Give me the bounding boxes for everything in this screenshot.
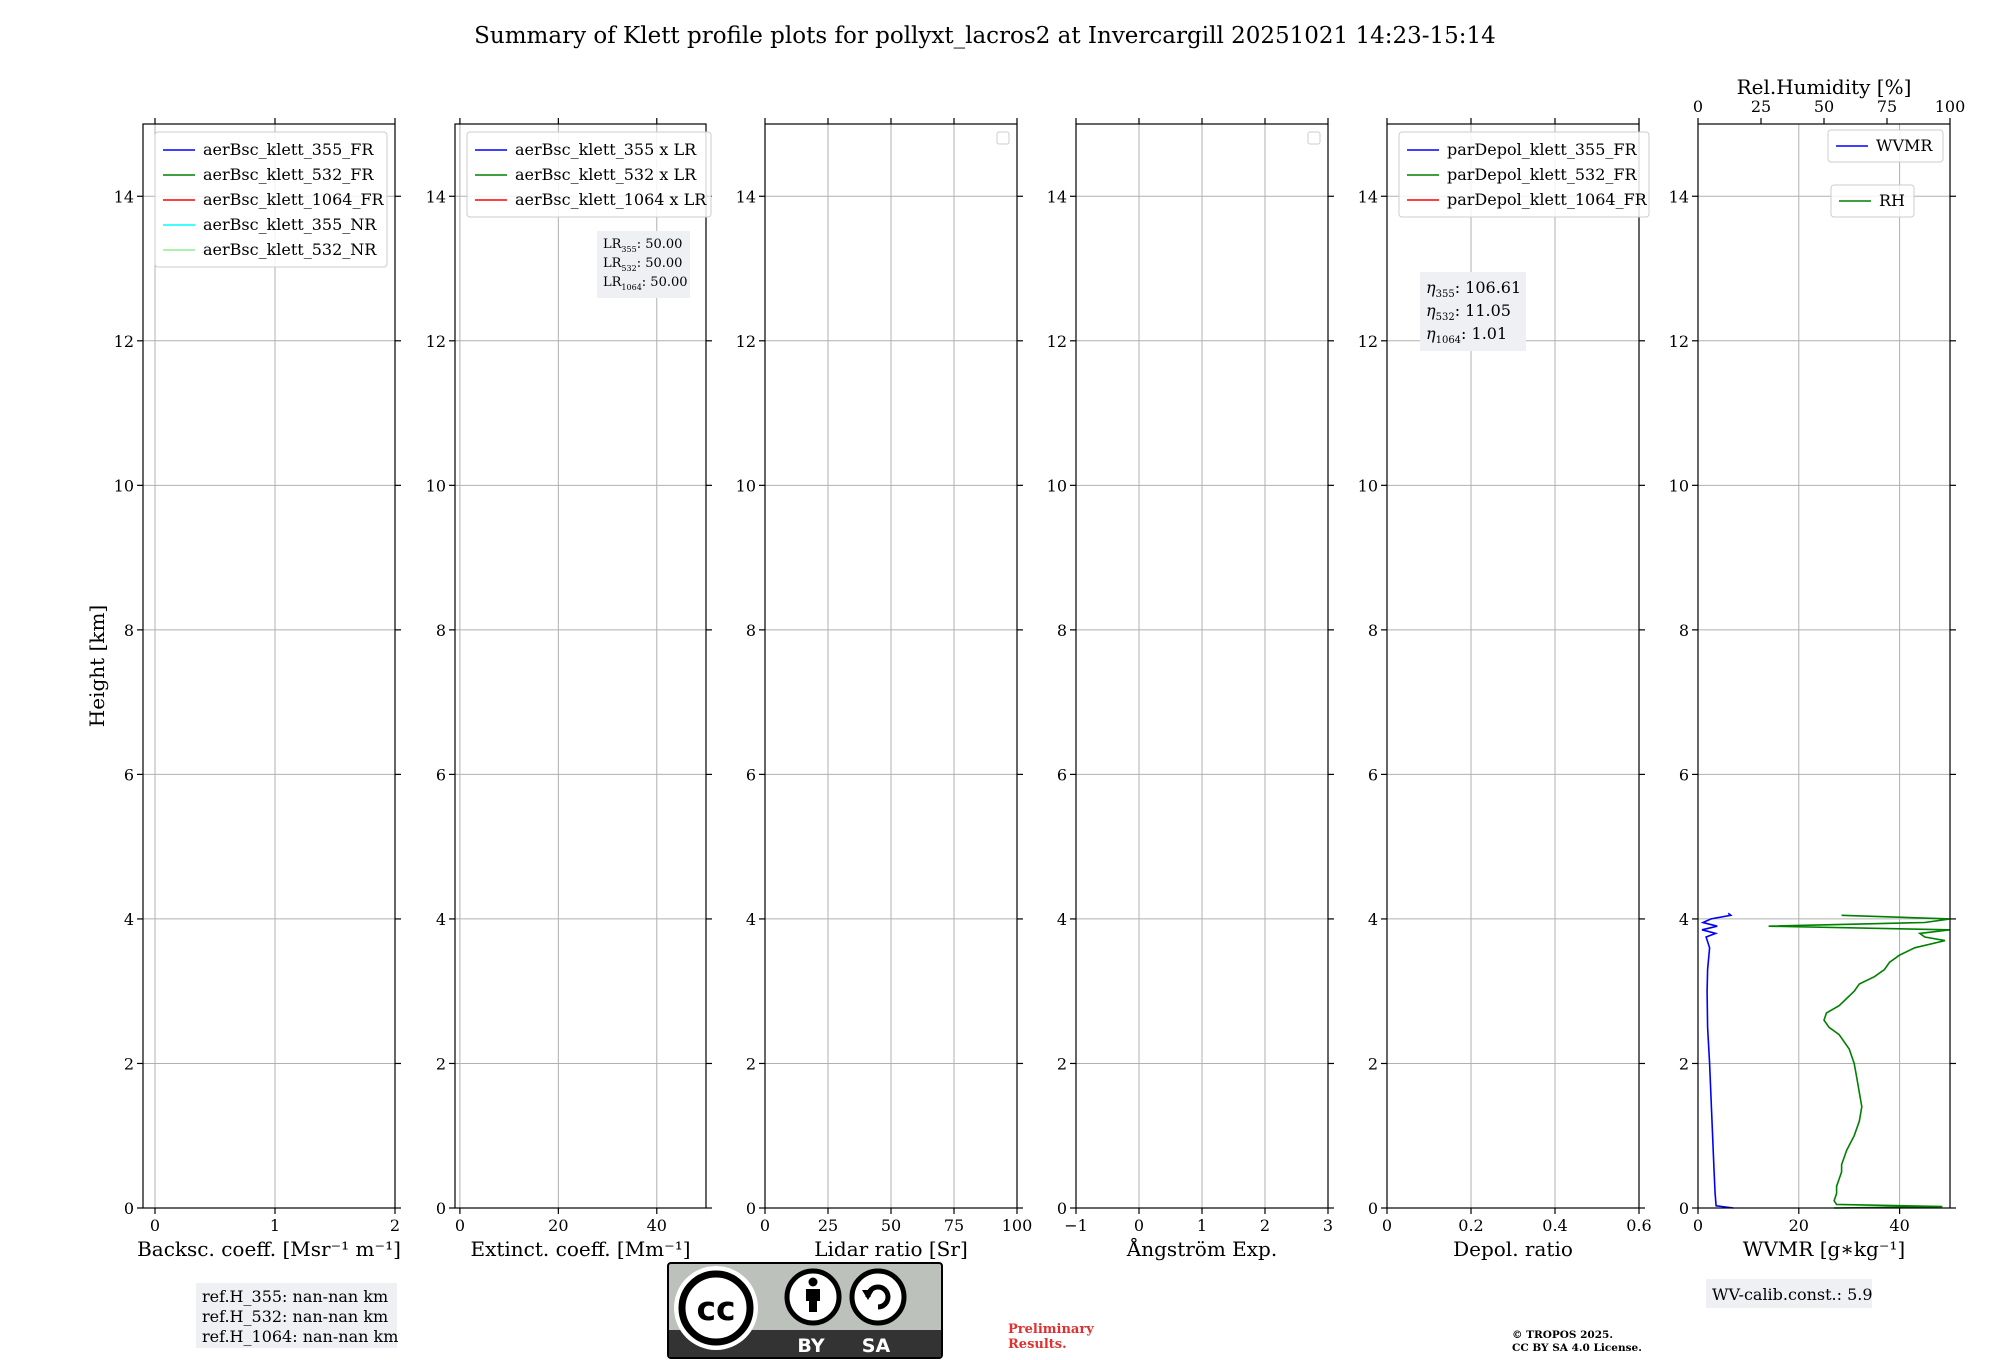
legend-entry: WVMR (1876, 136, 1933, 155)
y-tick-label: 8 (123, 620, 134, 640)
x-axis-label: Ångström Exp. (1126, 1237, 1278, 1261)
y-tick-label: 4 (1056, 909, 1067, 929)
x-tick-label: 20 (548, 1216, 569, 1235)
y-tick-label: 2 (435, 1054, 446, 1074)
y-tick-label: 8 (745, 620, 756, 640)
x-axis-label: Extinct. coeff. [Mm⁻¹] (470, 1237, 691, 1261)
panel-angstrom (1047, 118, 1334, 1261)
legend-entry: aerBsc_klett_532_NR (203, 240, 377, 259)
x-tick-label: 0 (1133, 1216, 1145, 1235)
annotation-subscript: 532 (621, 264, 637, 273)
y-tick-label: 10 (1046, 476, 1067, 496)
y-tick-label: 0 (435, 1199, 446, 1218)
y-tick-label: 8 (1678, 620, 1689, 640)
annotation-line (603, 256, 682, 273)
y-axis-label: Height [km] (85, 604, 109, 728)
x-axis-label: Backsc. coeff. [Msr⁻¹ m⁻¹] (137, 1237, 401, 1261)
legend-entry: aerBsc_klett_1064 x LR (515, 190, 707, 209)
top-x-tick-label: 100 (1934, 97, 1966, 116)
x-tick-label: 75 (943, 1216, 965, 1235)
annotation-symbol: LR (603, 237, 622, 252)
y-tick-label: 10 (735, 476, 756, 496)
annotation-value: : 1.01 (1461, 324, 1508, 343)
x-tick-label: 40 (646, 1216, 667, 1235)
y-tick-label: 12 (1357, 331, 1378, 351)
x-tick-label: 0 (1381, 1216, 1393, 1235)
y-tick-label: 10 (113, 476, 134, 496)
annotation-symbol: LR (603, 256, 622, 271)
x-tick-label: 0 (149, 1216, 161, 1235)
x-axis-label: WVMR [g∗kg⁻¹] (1742, 1237, 1906, 1261)
by-person-body (806, 1289, 820, 1301)
y-tick-label: 10 (1668, 476, 1689, 496)
panel-extinction (426, 118, 712, 1261)
y-tick-label: 6 (1678, 765, 1689, 785)
legend-entry: parDepol_klett_532_FR (1447, 165, 1637, 184)
y-tick-label: 6 (1367, 765, 1378, 785)
top-axis-label: Rel.Humidity [%] (1736, 75, 1912, 99)
y-tick-label: 2 (745, 1054, 756, 1074)
x-tick-label: −1 (1064, 1216, 1088, 1235)
annotation-value: : 50.00 (636, 256, 683, 271)
y-tick-label: 8 (1056, 620, 1067, 640)
top-x-tick-label: 50 (1813, 97, 1835, 116)
plot-panels (85, 75, 1965, 1308)
legend-entry: aerBsc_klett_532 x LR (515, 165, 697, 184)
x-axis-label: Lidar ratio [Sr] (814, 1237, 968, 1261)
annotation-symbol: LR (603, 275, 622, 290)
copyright-line-1: © TROPOS 2025. (1512, 1329, 1614, 1341)
annotation-symbol: η (1426, 324, 1436, 343)
axes-frame (1698, 124, 1950, 1208)
y-tick-label: 14 (1668, 187, 1689, 207)
legend-entry: aerBsc_klett_355_FR (203, 140, 374, 159)
annotation-value: : 106.61 (1454, 278, 1522, 297)
series-line-rh (1769, 915, 1950, 1208)
x-tick-label: 100 (1001, 1216, 1033, 1235)
y-tick-label: 2 (1367, 1054, 1378, 1074)
cc-by-sa-badge (668, 1263, 942, 1358)
x-tick-label: 1 (1196, 1216, 1208, 1235)
y-tick-label: 4 (745, 909, 756, 929)
legend-entry: aerBsc_klett_1064_FR (203, 190, 384, 209)
annotation-subscript: 355 (621, 245, 637, 254)
legend-entry: aerBsc_klett_532_FR (203, 165, 374, 184)
panel-backscatter (85, 118, 401, 1261)
y-tick-label: 2 (123, 1054, 134, 1074)
wv-calib-text: WV-calib.const.: 5.9 (1712, 1285, 1873, 1304)
x-tick-label: 25 (817, 1216, 839, 1235)
y-tick-label: 0 (1056, 1199, 1067, 1218)
y-tick-label: 2 (1678, 1054, 1689, 1074)
x-tick-label: 0 (454, 1216, 466, 1235)
x-tick-label: 0.6 (1626, 1216, 1652, 1235)
x-tick-label: 2 (389, 1216, 401, 1235)
annotation-subscript: 1064 (1435, 335, 1462, 346)
annotation-value: : 50.00 (641, 275, 688, 290)
annotation-subscript: 532 (1435, 312, 1455, 323)
y-tick-label: 4 (1367, 909, 1378, 929)
by-person-legs (809, 1300, 817, 1312)
legend-entry: aerBsc_klett_355_NR (203, 215, 377, 234)
annotation-line (603, 275, 688, 292)
y-tick-label: 6 (123, 765, 134, 785)
annotation-line (603, 237, 682, 254)
x-tick-label: 0 (1692, 1216, 1704, 1235)
legend-entry: parDepol_klett_1064_FR (1447, 190, 1647, 209)
annotation-value: : 50.00 (636, 237, 683, 252)
y-tick-label: 14 (1046, 187, 1067, 207)
x-tick-label: 0.4 (1542, 1216, 1568, 1235)
sa-share-icon (852, 1271, 904, 1323)
panel-depol (1358, 118, 1652, 1261)
preliminary-line-1: Preliminary (1008, 1322, 1094, 1337)
x-axis-label: Depol. ratio (1453, 1237, 1573, 1261)
x-tick-label: 40 (1889, 1216, 1910, 1235)
y-tick-label: 6 (1056, 765, 1067, 785)
empty-legend-box (1308, 132, 1320, 144)
y-tick-label: 14 (113, 187, 134, 207)
ref-heights-box (196, 1283, 398, 1348)
axes-frame (143, 124, 395, 1208)
top-x-tick-label: 0 (1692, 97, 1704, 116)
legend-entry: aerBsc_klett_355 x LR (515, 140, 697, 159)
ref-height-532: ref.H_532: nan-nan km (202, 1307, 389, 1326)
x-tick-label: 50 (880, 1216, 902, 1235)
y-tick-label: 4 (435, 909, 446, 929)
x-tick-label: 20 (1788, 1216, 1809, 1235)
y-tick-label: 0 (745, 1199, 756, 1218)
y-tick-label: 14 (425, 187, 446, 207)
y-tick-label: 4 (1678, 909, 1689, 929)
y-tick-label: 10 (425, 476, 446, 496)
by-person-head (809, 1278, 818, 1287)
legend-entry: RH (1879, 191, 1905, 210)
legend-entry: parDepol_klett_355_FR (1447, 140, 1637, 159)
x-tick-label: 2 (1259, 1216, 1271, 1235)
y-tick-label: 14 (1357, 187, 1378, 207)
y-tick-label: 6 (745, 765, 756, 785)
ref-height-1064: ref.H_1064: nan-nan km (202, 1327, 399, 1346)
ref-height-355: ref.H_355: nan-nan km (202, 1287, 389, 1306)
y-tick-label: 0 (1367, 1199, 1378, 1218)
badge-by-text: BY (797, 1335, 825, 1357)
x-tick-label: 3 (1322, 1216, 1334, 1235)
empty-legend-box (997, 132, 1009, 144)
y-tick-label: 6 (435, 765, 446, 785)
annotation-symbol: η (1426, 278, 1436, 297)
y-tick-label: 4 (123, 909, 134, 929)
y-tick-label: 8 (435, 620, 446, 640)
y-tick-label: 8 (1367, 620, 1378, 640)
y-tick-label: 0 (123, 1199, 134, 1218)
y-tick-label: 0 (1678, 1199, 1689, 1218)
y-tick-label: 12 (425, 331, 446, 351)
top-x-tick-label: 75 (1876, 97, 1898, 116)
annotation-subscript: 355 (1435, 289, 1455, 300)
panel-wvmr (1669, 75, 1966, 1308)
y-tick-label: 12 (1046, 331, 1067, 351)
annotation-symbol: η (1426, 301, 1436, 320)
badge-sa-text: SA (861, 1335, 891, 1357)
y-tick-label: 12 (1668, 331, 1689, 351)
series-line-wvmr (1702, 913, 1733, 1208)
preliminary-line-2: Results. (1008, 1337, 1067, 1352)
y-tick-label: 14 (735, 187, 756, 207)
x-tick-label: 0 (759, 1216, 771, 1235)
y-tick-label: 12 (735, 331, 756, 351)
y-tick-label: 12 (113, 331, 134, 351)
cc-logo-text: cc (696, 1289, 736, 1328)
x-tick-label: 1 (269, 1216, 281, 1235)
top-x-tick-label: 25 (1750, 97, 1772, 116)
panel-lidar_ratio (736, 118, 1033, 1261)
annotation-subscript: 1064 (621, 283, 642, 292)
x-tick-label: 0.2 (1458, 1216, 1484, 1235)
copyright-line-2: CC BY SA 4.0 License. (1512, 1342, 1642, 1354)
figure-title: Summary of Klett profile plots for pollyxt_lacros2 at Invercargill 20251021 14:23-15:14 (474, 23, 1496, 49)
annotation-value: : 11.05 (1454, 301, 1511, 320)
y-tick-label: 10 (1357, 476, 1378, 496)
y-tick-label: 2 (1056, 1054, 1067, 1074)
